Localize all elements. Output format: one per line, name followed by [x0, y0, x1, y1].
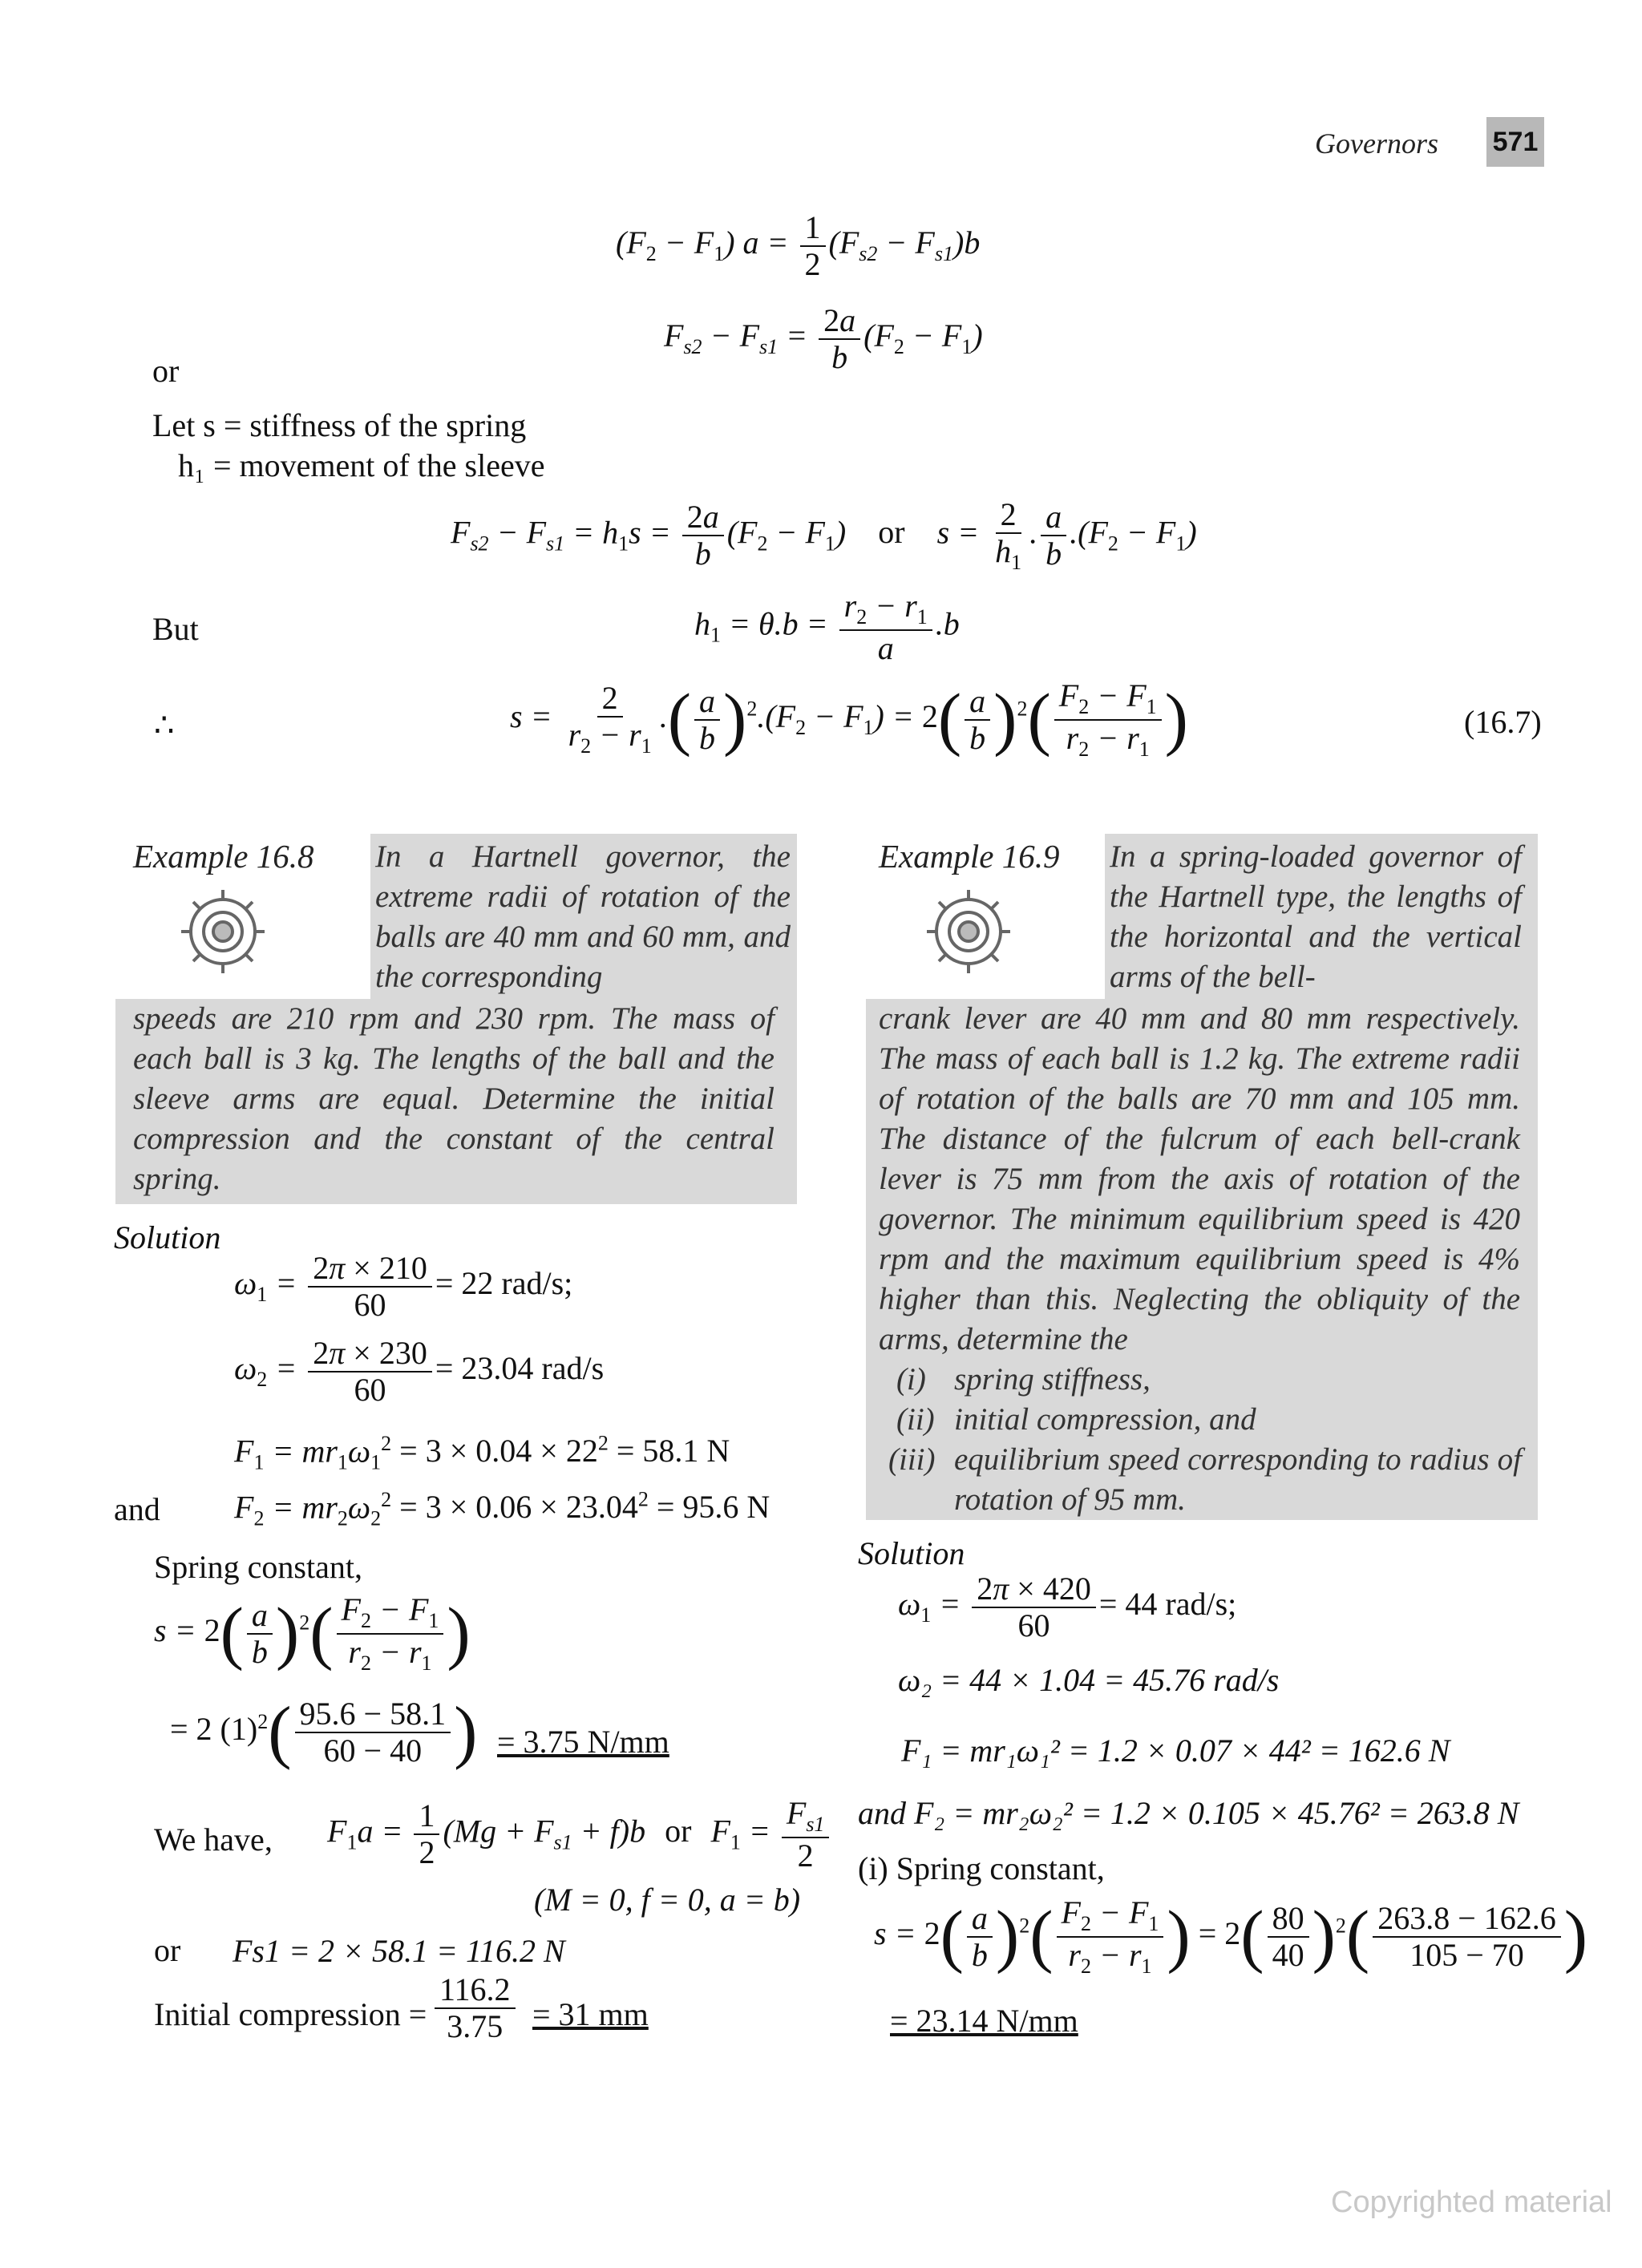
fs1-calculation: Fs1 = 2 × 58.1 = 116.2 N: [233, 1933, 565, 1969]
equation-sleeve-movement: $h_1 = \theta.b$ = $\frac{r_2 - r_1}{a}$ .b: [694, 588, 960, 666]
conditions-note: (M = 0, f = 0, a = b): [534, 1882, 801, 1918]
omega1-calculation: $\omega_1$ = $\frac{2\pi \times 420}{60}$ = 44 rad/s;: [898, 1571, 1237, 1643]
list-number: (iii): [888, 1442, 936, 1477]
spring-constant-result: = 3.75 N/mm: [497, 1724, 669, 1760]
let-s-line: Let s = stiffness of the spring: [152, 407, 527, 443]
gear-icon: [176, 885, 269, 978]
example-16-8-label: Example 16.8: [133, 838, 314, 875]
list-number: (ii): [896, 1402, 935, 1437]
list-item: [896, 1400, 1522, 1440]
and-label: and: [114, 1491, 160, 1527]
list-item: [888, 1440, 1522, 1520]
f1-calculation: $F_1 = mr_1\omega_1^2 = 3 \times 0.04 \times 22^2 = 58.1$ N: [234, 1432, 730, 1474]
omega1-calculation: $\omega_1$ = $\frac{2\pi \times 210}{60}$ = 22 rad/s;: [234, 1250, 573, 1323]
or-fs1-label: or: [154, 1932, 181, 1968]
example-16-9-problem-intro: In a spring-loaded governor of the Hartnell type, the lengths of the horizontal and the vertical arms of the bell-: [1110, 839, 1522, 994]
gear-icon: [922, 885, 1015, 978]
list-number: (i): [896, 1362, 926, 1397]
equation-number: (16.7): [1464, 704, 1542, 740]
list-text: equilibrium speed corresponding to radius of rotation of 95 mm.: [954, 1442, 1522, 1517]
we-have-label: We have,: [154, 1821, 273, 1858]
page-number: 571: [1486, 117, 1544, 167]
equation-stiffness-relation: $F_{s2} - F_{s1} = h_1s$ = $\frac{2a}{b}$ $(F_2 - F_1)$ or s = $\frac{2}{h_1}$ . $\frac{a}{b}$ $.(F_2 - F_1)$: [451, 496, 1197, 574]
equation-force-balance: $(F_2 - F_1) a$ = $\frac{1}{2}$ $(F_{s2} - F_{s1})b$: [616, 209, 981, 282]
spring-constant-substitution: = 2 $(1)^2$( $\frac{95.6 - 58.1}{60 - 40}$ ): [170, 1693, 478, 1771]
but-label: But: [152, 611, 199, 647]
spring-constant-heading: (i) Spring constant,: [858, 1850, 1105, 1886]
list-text: spring stiffness,: [954, 1362, 1151, 1397]
copyright-watermark: Copyrighted material: [1331, 2185, 1612, 2219]
f1-calculation: F₁ = mr₁ω₁² = 1.2 × 0.07 × 44² = 162.6 N: [901, 1732, 1450, 1769]
h1-definition: h₁ = movement of the sleeve: [178, 447, 545, 483]
initial-compression-fraction: $\frac{116.2}{3.75}$: [431, 1972, 519, 2044]
therefore-symbol: ∴: [154, 707, 175, 743]
spring-constant-formula: s = 2( $\frac{a}{b}$ )$^2$( $\frac{F_2 - F_1}{r_2 - r_1}$ ) = 2( $\frac{80}{40}$ )$^2$( $\frac{263.8 - 162.6}{105 - 70}$ ): [874, 1894, 1588, 1978]
initial-compression-result: = 31 mm: [532, 1996, 649, 2032]
section-title: Governors: [1315, 127, 1438, 160]
list-text: initial compression, and: [954, 1402, 1256, 1437]
force-moment-equation: $F_1a$ = $\frac{1}{2}$ $(Mg + F_{s1} + f)b$ or $F_1$ = $\frac{F_{s1}}{2}$: [327, 1796, 832, 1874]
f2-calculation: $F_2 = mr_2\omega_2^2 = 3 \times 0.06 \times 23.04^2 = 95.6$ N: [234, 1488, 770, 1530]
omega2-calculation: $\omega_2$ = $\frac{2\pi \times 230}{60}$ = 23.04 rad/s: [234, 1335, 605, 1408]
example-16-8-solution-label: Solution: [114, 1219, 221, 1255]
equation-stiffness-final: s = $\frac{2}{r_2 - r_1}$ .( $\frac{a}{b}$ )$^2.(F_2 - F_1) = 2$( $\frac{a}{b}$ )$^2$( $\frac{F_2 - F_1}{r_2 - r_1}$ ): [510, 677, 1188, 761]
spring-constant-heading: Spring constant,: [154, 1549, 362, 1585]
initial-compression-label: Initial compression =: [154, 1996, 427, 2032]
spring-constant-result: = 23.14 N/mm: [890, 2003, 1078, 2039]
example-16-9-solution-label: Solution: [858, 1535, 965, 1571]
omega2-calculation: ω₂ = 44 × 1.04 = 45.76 rad/s: [898, 1662, 1280, 1698]
spring-constant-formula: s = 2( $\frac{a}{b}$ )$^2$( $\frac{F_2 - F_1}{r_2 - r_1}$ ): [154, 1591, 471, 1675]
example-16-8-problem-intro: In a Hartnell governor, the extreme radii of rotation of the balls are 40 mm and 60 mm, and the corresponding: [375, 839, 791, 994]
example-16-8-problem-rest: speeds are 210 rpm and 230 rpm. The mass of each ball is 3 kg. The lengths of the ball and the sleeve arms are equal. Determine the initial compression and the constant of the central spring.: [133, 1001, 774, 1196]
list-item: [896, 1360, 1522, 1400]
example-16-9-problem-rest: crank lever are 40 mm and 80 mm respectively. The mass of each ball is 1.2 kg. The extreme radii of rotation of the balls are 70 mm and 105 mm. The distance of the fulcrum of each bell-crank lever is 75 mm from the axis of rotation of the governor. The minimum equilibrium speed is 420 rpm and the maximum equilibrium speed is 4% higher than this. Neglecting the obliquity of the arms, determine the: [879, 1001, 1520, 1356]
or-inline: or: [878, 514, 905, 551]
equation-spring-force-diff: $F_{s2} - F_{s1}$ = $\frac{2a}{b}$ $(F_2 - F_1)$: [664, 302, 983, 375]
f2-calculation: and F₂ = mr₂ω₂² = 1.2 × 0.105 × 45.76² = 263.8 N: [858, 1795, 1519, 1831]
example-16-9-label: Example 16.9: [879, 838, 1060, 875]
or-label: or: [152, 353, 180, 389]
running-header: [1315, 127, 1438, 160]
